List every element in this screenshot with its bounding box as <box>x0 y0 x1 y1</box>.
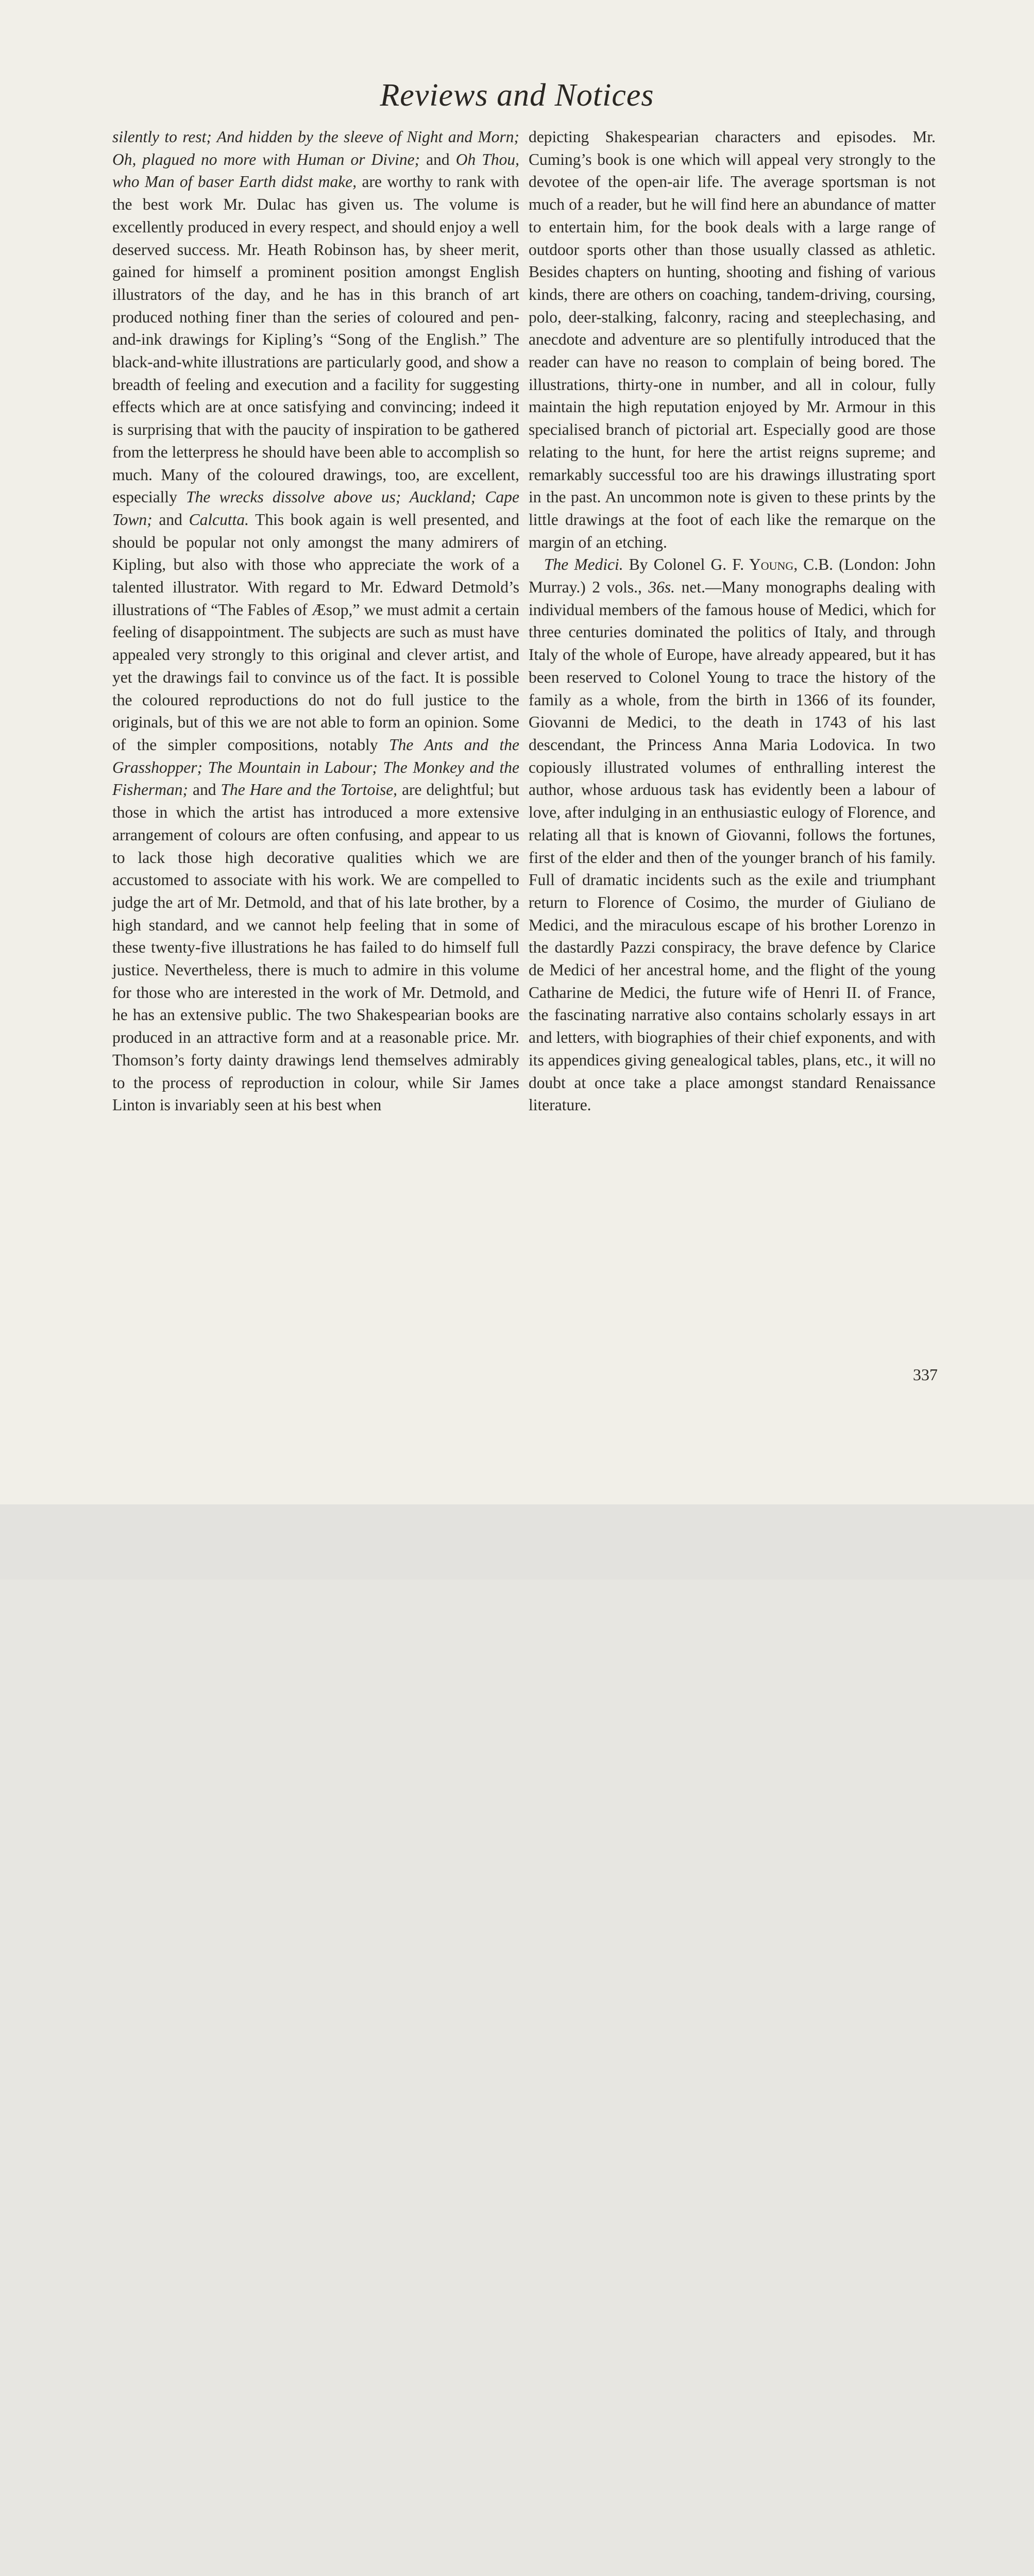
right-column-paragraph-2 <box>529 553 936 1116</box>
digitization-footer <box>0 1504 1034 1580</box>
text-run: and <box>188 781 221 799</box>
publisher-info: , C.B. (London: John Murray.) 2 vols., <box>529 555 936 597</box>
italic-title-run: silently to rest; And hidden by the sleeve of Night and Morn; Oh, plagued no more with Human or Divine; <box>112 128 519 168</box>
running-header: Reviews and Notices <box>380 78 654 113</box>
italic-title-run: The wrecks dissolve above us; Auckland; Cape Town; <box>112 488 519 529</box>
right-column-paragraph-1: depicting Shakespearian characters and episodes. Mr. Cuming’s book is one which will appeal very strongly to the devotee of the open-air life. The average sportsman is not much of a reader, but he will find here an abundance of matter to entertain him, for the book deals with a large range of outdoor sports other than those usually classed as athletic. Besides chapters on hunting, shooting and fishing of various kinds, there are others on coaching, tandem-driving, coursing, polo, deer-stalking, falconry, racing and steeplechasing, and anecdote and adventure are so plentifully introduced that the reader can have no reason to complain of being bored. The illustrations, thirty-one in number, and all in colour, fully maintain the high reputation enjoyed by Mr. Armour in this specialised branch of pictorial art. Especially good are those relating to the hunt, for here the artist reigns supreme; and remarkably successful too are his drawings illustrating sport in the past. An uncommon note is given to these prints by the little drawings at the foot of each like the remarque on the margin of an etching. <box>529 128 936 551</box>
text-run: and <box>420 150 456 168</box>
right-column <box>529 126 936 1116</box>
author-name: G. F. Young <box>710 555 794 574</box>
text-run: are delightful; but those in which the artist has introduced a more extensive arrangement of colours are often confusing, and appear to us to lack those high decorative qualities which we are accustomed to associate with his work. We are compelled to judge the art of Mr. Detmold, and that of his late brother, by a high standard, and we cannot help feeling that in some of these twenty-five illustrations he has failed to do himself full justice. Nevertheless, there is much to admire in this volume for those who are interested in the work of Mr. Detmold, and he has an extensive public. The two Shakespearian books are produced in an attractive form and at a reasonable price. Mr. Thomson’s forty dainty drawings lend themselves admirably to the process of reproduction in colour, while Sir James Linton is invariably seen at his best when <box>112 781 520 1114</box>
text-run: are worthy to rank with the best work Mr. Dulac has given us. The volume is excellently produced in every respect, and should enjoy a well deserved success. Mr. Heath Robinson has, by sheer merit, gained for himself a prominent position amongst English illustrators of the day, and he has in this branch of art produced nothing finer than the series of coloured and pen-and-ink drawings for Kipling’s “Song of the English.” The black-and-white illustrations are particularly good, and show a breadth of feeling and execution and a facility for suggesting effects which are at once satisfying and convincing; indeed it is surprising that with the paucity of inspiration to be gathered from the letterpress he should have been able to accomplish so much. Many of the coloured drawings, too, are excellent, especially <box>112 173 519 506</box>
page-number: 337 <box>913 1365 938 1384</box>
book-title-medici: The Medici. <box>544 555 623 574</box>
left-column <box>112 126 519 1116</box>
italic-title-run: Calcutta. <box>189 510 249 529</box>
italic-title-run: The Ants and the Grasshopper; The Mountain in Labour; The Monkey and the Fisherman; <box>112 735 519 799</box>
italic-title-run: Oh Thou, who Man of baser Earth didst make, <box>112 150 519 191</box>
italic-title-run: The Hare and the Tortoise, <box>221 781 398 799</box>
byline-text: By Colonel <box>623 555 711 574</box>
price: 36s. <box>648 578 675 597</box>
text-run: This book again is well presented, and should be popular not only amongst the many admirers of Kipling, but also with those who appreciate the work of a talented illustrator. With regard to Mr. Edward Detmold’s illustrations of “The Fables of Æsop,” we must admit a certain feeling of disappointment. The subjects are such as must have appealed very strongly to this original and clever artist, and yet the drawings fail to convince us of the fact. It is possible the coloured reproductions do not do full justice to the originals, but of this we are not able to form an opinion. Some of the simpler compositions, notably <box>112 510 519 754</box>
left-column-text <box>112 126 519 1116</box>
text-run: and <box>152 510 189 529</box>
review-text-medici: net.—Many monographs dealing with individual members of the famous house of Medici, which for three centuries dominated the politics of Italy, and through Italy of the whole of Europe, have already appeared, but it has been reserved to Colonel Young to trace the history of the family as a whole, from the birth in 1366 of its founder, Giovanni de Medici, to the death in 1743 of his last descendant, the Princess Anna Maria Lodovica. In two copiously illustrated volumes of enthralling interest the author, whose arduous task has evidently been a labour of love, after indulging in an enthusiastic eulogy of Florence, and relating all that is known of Giovanni, follows the fortunes, first of the elder and then of the younger branch of his family. Full of dramatic incidents such as the exile and triumphant return to Florence of Cosimo, the murder of Giuliano de Medici, and the miraculous escape of his brother Lorenzo in the dastardly Pazzi conspiracy, the brave defence by Clarice de Medici of her ancestral home, and the flight of the young Catharine de Medici, the future wife of Henri II. of France, the fascinating narrative also contains scholarly essays in art and letters, with biographies of their chief exponents, and with its appendices giving genealogical tables, plans, etc., it will no doubt at once take a place amongst standard Renaissance literature. <box>529 578 936 1114</box>
